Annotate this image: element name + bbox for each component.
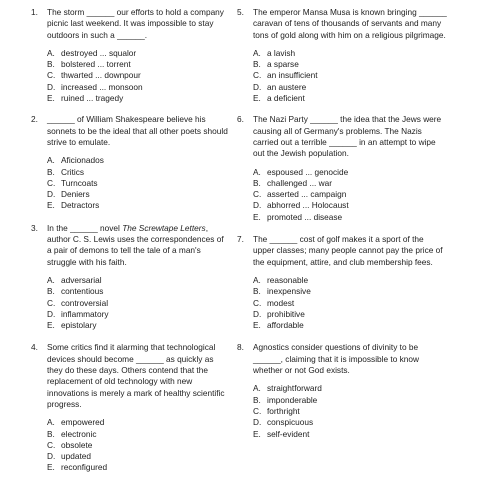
option-letter: D. [47, 451, 56, 462]
option-letter: D. [47, 189, 56, 200]
option-letter: E. [47, 93, 55, 104]
answer-option[interactable] [47, 48, 229, 59]
option-letter: E. [253, 320, 261, 331]
answer-options [47, 155, 229, 211]
option-text: electronic [61, 428, 97, 439]
answer-option[interactable] [253, 82, 447, 93]
option-letter: A. [47, 274, 55, 285]
answer-option[interactable] [47, 167, 229, 178]
book-title: The Screwtape Letters [122, 222, 206, 233]
answer-option[interactable] [253, 167, 447, 178]
stem-text-before: In the ______ novel [47, 222, 123, 233]
question-number: 7. [237, 234, 244, 245]
answer-options [253, 48, 447, 104]
answer-option[interactable] [253, 93, 447, 104]
question-number: 6. [237, 114, 244, 125]
option-text: a sparse [267, 59, 299, 70]
option-text: reasonable [267, 274, 309, 285]
answer-options [253, 383, 447, 439]
option-letter: C. [253, 405, 262, 416]
option-letter: E. [253, 93, 261, 104]
option-letter: D. [47, 81, 56, 92]
option-text: Deniers [61, 189, 90, 200]
question-stem: Some critics find it alarming that technological devices should become ______ as quickly as they do these days. Others contend that the replacement of old technology with new innovations is merely a mark of healthy scientific progress. [47, 342, 225, 409]
answer-options [47, 417, 229, 473]
option-text: prohibitive [267, 308, 305, 319]
option-letter: B. [253, 394, 261, 405]
option-text: an insufficient [267, 70, 318, 81]
right-question-column [237, 7, 447, 440]
answer-option[interactable] [47, 309, 229, 320]
answer-option[interactable] [47, 178, 229, 189]
answer-options [47, 48, 229, 104]
option-letter: D. [47, 308, 56, 319]
answer-option[interactable] [253, 286, 447, 297]
option-text: modest [267, 297, 295, 308]
answer-option[interactable] [47, 275, 229, 286]
answer-option[interactable] [47, 462, 229, 473]
answer-option[interactable] [47, 429, 229, 440]
option-letter: B. [253, 177, 261, 188]
option-text: empowered [61, 417, 105, 428]
answer-option[interactable] [253, 189, 447, 200]
answer-option[interactable] [253, 200, 447, 211]
question-stem: The emperor Mansa Musa is known bringing ______ caravan of tens of thousands of servants and many tons of gold along with him on a religious pilgrimage. [253, 7, 447, 40]
answer-option[interactable] [47, 59, 229, 70]
option-letter: C. [47, 70, 56, 81]
option-text: destroyed ... squalor [61, 47, 137, 58]
answer-option[interactable] [47, 93, 229, 104]
option-text: asserted ... campaign [267, 189, 347, 200]
answer-option[interactable] [253, 406, 447, 417]
answer-option[interactable] [47, 417, 229, 428]
option-letter: A. [253, 383, 261, 394]
answer-option[interactable] [253, 212, 447, 223]
option-text: straightforward [267, 383, 322, 394]
answer-option[interactable] [47, 155, 229, 166]
option-letter: C. [253, 70, 262, 81]
option-letter: D. [253, 200, 262, 211]
option-text: espoused ... genocide [267, 166, 349, 177]
question-stem [47, 223, 229, 268]
option-text: inflammatory [61, 308, 109, 319]
option-letter: D. [253, 81, 262, 92]
option-letter: B. [47, 428, 55, 439]
question-stem: ______ of William Shakespeare believe his sonnets to be the ideal that all other poets should strive to emulate. [47, 114, 228, 147]
answer-option[interactable] [47, 451, 229, 462]
stem-text-after: , author C. S. Lewis uses the correspondences of a pair of demons to tell the tale of a man's struggle with his faith. [47, 222, 224, 267]
answer-option[interactable] [47, 200, 229, 211]
answer-option[interactable] [47, 82, 229, 93]
option-letter: A. [47, 47, 55, 58]
question-stem: The ______ cost of golf makes it a sport of the upper classes; many people cannot pay the price of the equipment, attire, and club membership fees. [253, 234, 443, 267]
answer-option[interactable] [253, 395, 447, 406]
answer-option[interactable] [253, 429, 447, 440]
option-text: inexpensive [267, 286, 311, 297]
option-text: ruined ... tragedy [61, 93, 124, 104]
option-text: conspicuous [267, 417, 314, 428]
option-text: Turncoats [61, 177, 98, 188]
answer-option[interactable] [47, 440, 229, 451]
option-letter: A. [253, 274, 261, 285]
answer-option[interactable] [47, 70, 229, 81]
option-text: controversial [61, 297, 109, 308]
option-letter: A. [47, 155, 55, 166]
answer-option[interactable] [253, 298, 447, 309]
answer-options [253, 167, 447, 223]
option-text: Aficionados [61, 155, 104, 166]
answer-option[interactable] [253, 59, 447, 70]
answer-option[interactable] [47, 189, 229, 200]
answer-option[interactable] [253, 417, 447, 428]
option-letter: D. [253, 417, 262, 428]
question-stem: The storm ______ our efforts to hold a company picnic last weekend. It was impossible to stay outdoors in such a ______. [47, 7, 224, 40]
question-number: 5. [237, 7, 244, 17]
option-text: challenged ... war [267, 177, 333, 188]
answer-options [253, 275, 447, 331]
option-text: increased ... monsoon [61, 81, 143, 92]
question-8 [237, 342, 447, 439]
option-letter: C. [47, 297, 56, 308]
option-letter: E. [47, 320, 55, 331]
question-5 [237, 7, 447, 104]
option-text: thwarted ... downpour [61, 70, 141, 81]
left-question-column [31, 7, 229, 474]
option-text: bolstered ... torrent [61, 59, 131, 70]
question-number: 3. [31, 222, 38, 233]
answer-option[interactable] [253, 320, 447, 331]
option-text: forthright [267, 405, 300, 416]
option-text: abhorred ... Holocaust [267, 200, 349, 211]
option-letter: C. [253, 297, 262, 308]
answer-option[interactable] [253, 48, 447, 59]
option-text: epistolary [61, 320, 97, 331]
option-text: updated [61, 451, 91, 462]
option-letter: C. [47, 177, 56, 188]
option-letter: A. [47, 417, 55, 428]
answer-option[interactable] [253, 178, 447, 189]
question-number: 1. [31, 7, 38, 17]
option-letter: E. [47, 200, 55, 211]
option-letter: C. [253, 189, 262, 200]
answer-option[interactable] [253, 309, 447, 320]
question-6 [237, 114, 447, 223]
option-text: adversarial [61, 274, 102, 285]
option-letter: A. [253, 166, 261, 177]
option-text: a deficient [267, 93, 305, 104]
option-letter: B. [47, 59, 55, 70]
question-2 [31, 114, 229, 211]
question-number: 8. [237, 342, 244, 353]
answer-option[interactable] [47, 286, 229, 297]
option-letter: C. [47, 439, 56, 450]
option-letter: A. [253, 47, 261, 58]
answer-options [47, 275, 229, 331]
option-text: Detractors [61, 200, 100, 211]
answer-option[interactable] [253, 70, 447, 81]
option-text: self-evident [267, 428, 310, 439]
question-4 [31, 342, 229, 473]
option-letter: D. [253, 308, 262, 319]
option-text: affordable [267, 320, 304, 331]
question-3 [31, 223, 229, 332]
option-letter: B. [47, 286, 55, 297]
answer-option[interactable] [47, 298, 229, 309]
option-text: a lavish [267, 47, 296, 58]
question-stem: The Nazi Party ______ the idea that the Jews were causing all of Germany's problems. The Nazis carried out a terrible ______ in an attempt to wipe out the Jewish population. [253, 114, 442, 159]
question-1 [31, 7, 229, 104]
question-stem: Agnostics consider questions of divinity to be ______, claiming that it is impossible to know whether or not God exists. [253, 342, 420, 376]
answer-option[interactable] [253, 383, 447, 394]
option-text: contentious [61, 286, 104, 297]
answer-option[interactable] [253, 275, 447, 286]
option-text: an austere [267, 81, 307, 92]
option-letter: E. [253, 428, 261, 439]
option-letter: B. [253, 59, 261, 70]
option-letter: E. [253, 211, 261, 222]
option-letter: E. [47, 462, 55, 473]
option-letter: B. [47, 166, 55, 177]
question-7 [237, 234, 447, 331]
option-text: promoted ... disease [267, 211, 343, 222]
option-text: obsolete [61, 439, 93, 450]
question-number: 2. [31, 114, 38, 125]
option-text: imponderable [267, 394, 318, 405]
option-text: reconfigured [61, 462, 108, 473]
option-text: Critics [61, 166, 85, 177]
question-number: 4. [31, 342, 38, 353]
option-letter: B. [253, 286, 261, 297]
answer-option[interactable] [47, 320, 229, 331]
